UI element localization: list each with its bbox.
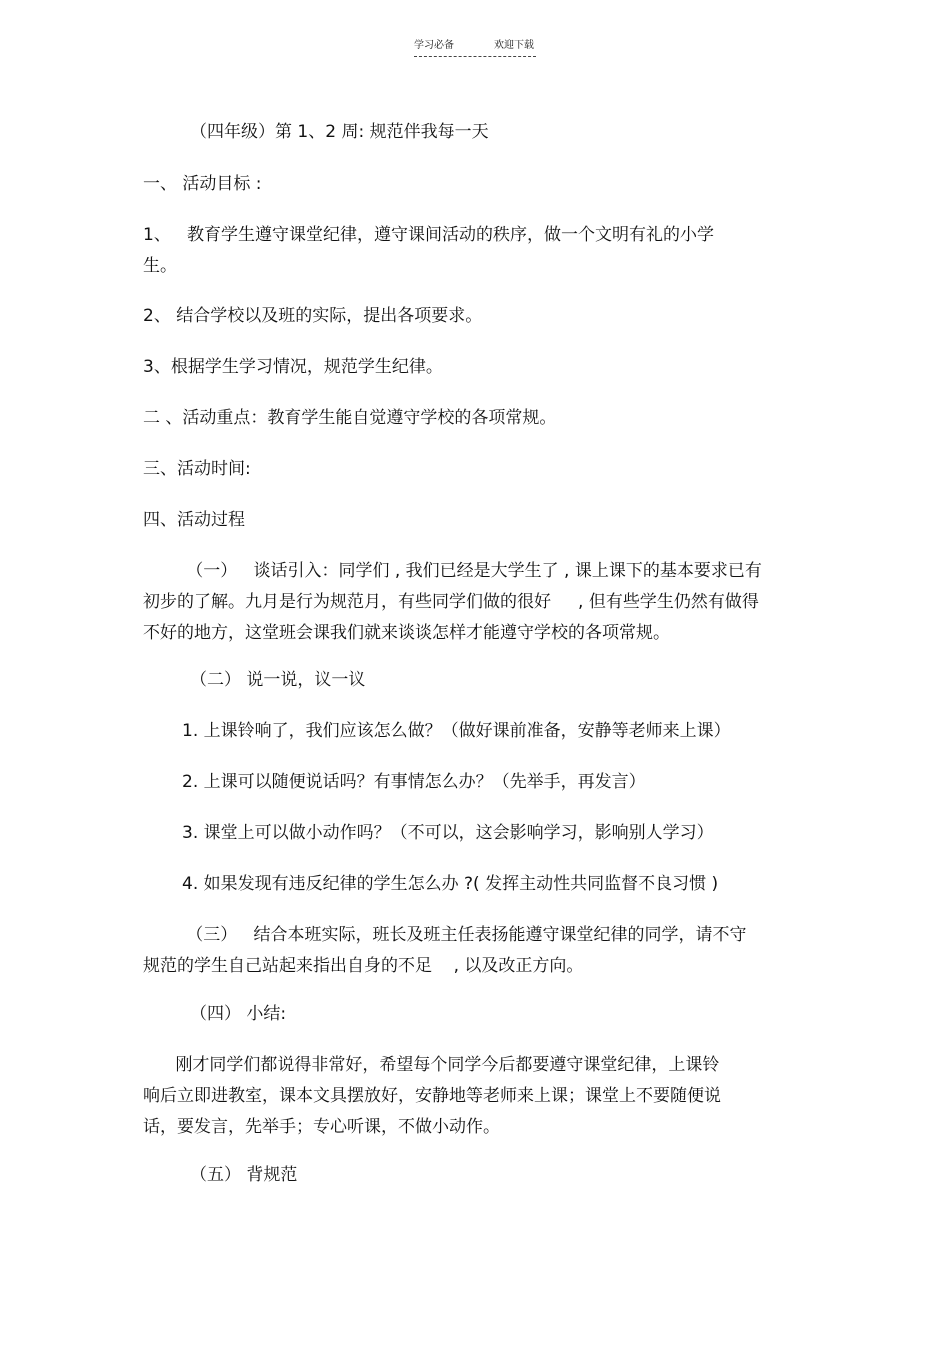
objective-item-3: 3、根据学生学习情况，规范学生纪律。 (143, 357, 443, 377)
header-left-text: 学习必备 (414, 40, 454, 51)
process-paragraph-praise: （三） 结合本班实际，班长及班主任表扬能遵守课堂纪律的同学，请不守 规范的学生自己站起来指出自身的不足 , 以及改正方向。 (143, 925, 747, 976)
process-paragraph-summary: 刚才同学们都说得非常好，希望每个同学今后都要遵守课堂纪律，上课铃 响后立即进教室，课本文具摆放好，安静地等老师来上课；课堂上不要随便说 话，要发言，先举手；专心听课，不做小动作。 (143, 1055, 721, 1137)
process-heading-discuss: （二） 说一说，议一议 (190, 670, 366, 690)
discussion-question-1: 1. 上课铃响了，我们应该怎么做？（做好课前准备，安静等老师来上课） (182, 721, 731, 741)
section-heading-time: 三、活动时间: (143, 459, 251, 479)
process-heading-recite: （五） 背规范 (190, 1165, 298, 1185)
discussion-question-3: 3. 课堂上可以做小动作吗？（不可以，这会影响学习，影响别人学习） (182, 823, 714, 843)
process-heading-summary: （四） 小结: (190, 1004, 287, 1024)
section-heading-process: 四、活动过程 (143, 510, 245, 530)
section-heading-objectives: 一、 活动目标 : (143, 174, 262, 194)
discussion-question-4: 4. 如果发现有违反纪律的学生怎么办 ?( 发挥主动性共同监督不良习惯 ) (182, 874, 719, 894)
page-header (414, 36, 536, 57)
header-right-text: 欢迎下载 (494, 40, 534, 51)
process-paragraph-intro: （一） 谈话引入：同学们 , 我们已经是大学生了 , 课上课下的基本要求已有 初步的了解。九月是行为规范月，有些同学们做的很好 , 但有些学生仍然有做得 不好的地方，这堂班会课我们就来谈谈怎样才能遵守学校的各项常规。 (143, 561, 762, 643)
objective-item-2: 2、 结合学校以及班的实际，提出各项要求。 (143, 306, 483, 326)
document-title: （四年级）第 1、2 周: 规范伴我每一天 (190, 122, 489, 142)
discussion-question-2: 2. 上课可以随便说话吗？有事情怎么办？（先举手，再发言） (182, 772, 646, 792)
section-heading-focus: 二 、活动重点：教育学生能自觉遵守学校的各项常规。 (143, 408, 557, 428)
objective-item-1: 1、 教育学生遵守课堂纪律，遵守课间活动的秩序，做一个文明有礼的小学 生。 (143, 225, 715, 276)
